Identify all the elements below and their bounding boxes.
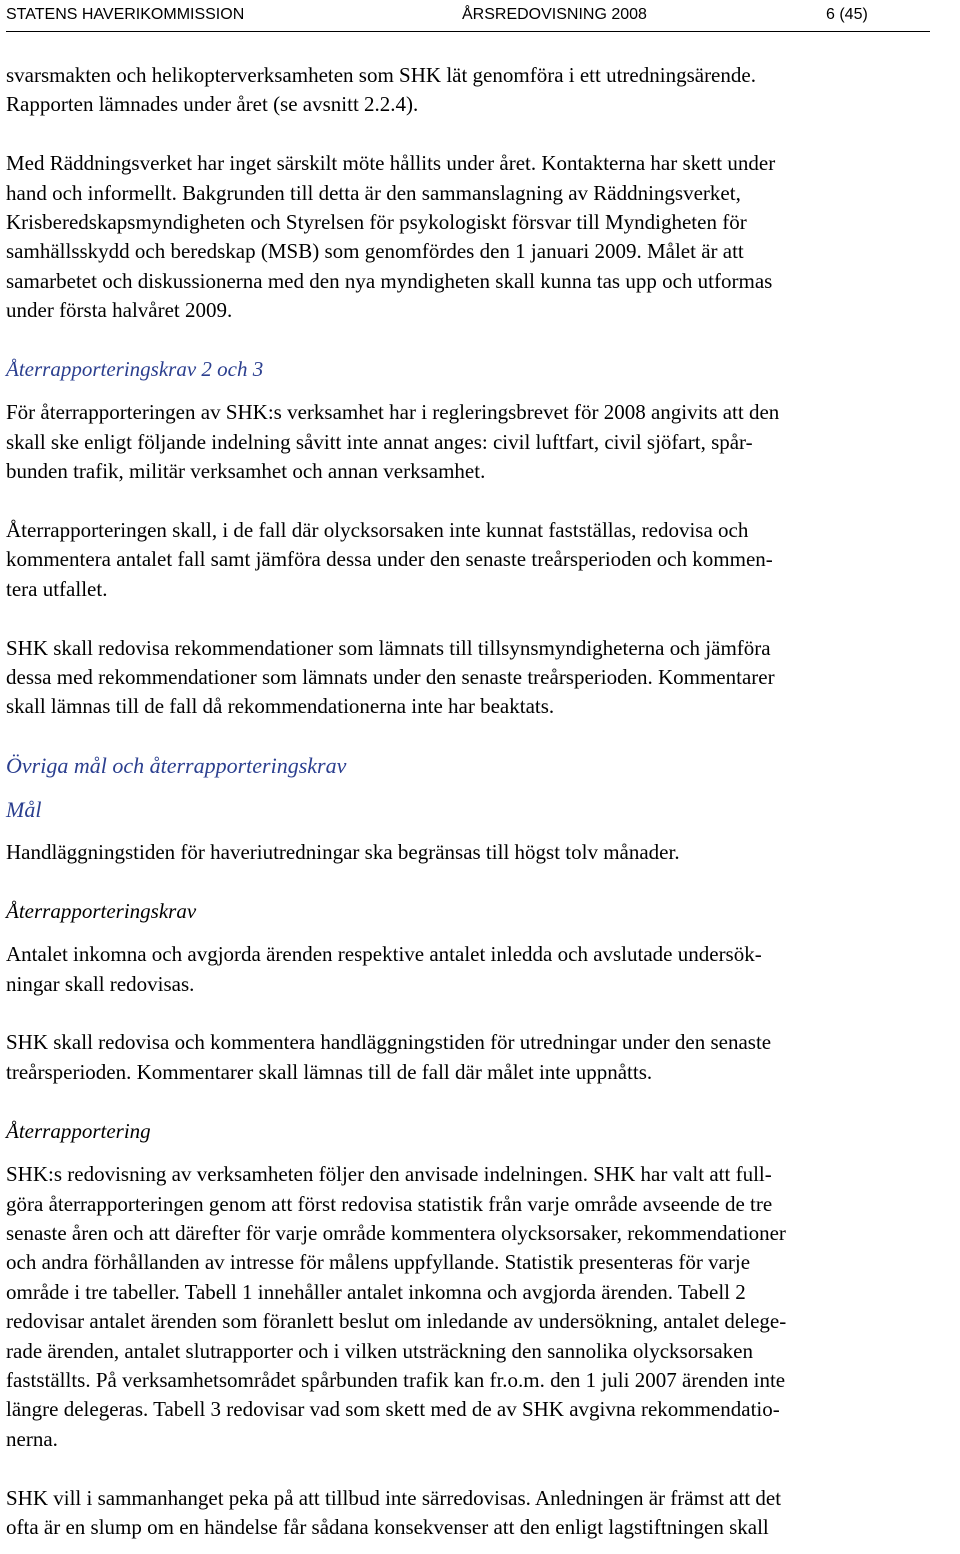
section-heading-aterrapporteringskrav-2-3: Återrapporteringskrav 2 och 3 (6, 357, 264, 382)
page-header (6, 3, 930, 32)
paragraph-7 (6, 940, 950, 999)
section-heading-mal: Mål (6, 796, 42, 822)
text-line: område i tre tabeller. Tabell 1 innehåller antalet inkomna och avgjorda ärenden. Tabell 2 (6, 1279, 746, 1304)
header-document-title: ÅRSREDOVISNING 2008 (462, 6, 647, 23)
text-line: SHK skall redovisa rekommendationer som lämnats till tillsynsmyndigheterna och jämföra (6, 635, 771, 660)
text-line: dessa med rekommendationer som lämnats under den senaste treårsperioden. Kommentarer (6, 665, 775, 690)
text-line: skall ske enligt följande indelning såvitt inte annat anges: civil luftfart, civil sjöfart, spår- (6, 429, 753, 454)
text-line: samhällsskydd och beredskap (MSB) som genomfördes den 1 januari 2009. Målet är att (6, 239, 744, 264)
text-line: och andra förhållanden av intresse för målens uppfyllande. Statistik presenteras för varje (6, 1250, 751, 1275)
text-line: fastställts. På verksamhetsområdet spårbunden trafik kan fr.o.m. den 1 juli 2007 ärenden inte (6, 1367, 786, 1392)
text-line: nerna. (6, 1426, 58, 1451)
text-line: hand och informellt. Bakgrunden till detta är den sammanslagning av Räddningsverket, (6, 180, 741, 205)
text-line: Antalet inkomna och avgjorda ärenden respektive antalet inledda och avslutade undersök- (6, 942, 762, 967)
paragraph-3 (6, 398, 950, 486)
text-line: svarsmakten och helikopterverksamheten som SHK lät genomföra i ett utredningsärende. (6, 63, 756, 87)
paragraph-10 (6, 1484, 950, 1543)
paragraph-6 (6, 838, 950, 867)
text-line: göra återrapporteringen genom att först redovisa statistik från varje område avseende de tre (6, 1191, 773, 1216)
text-line: treårsperioden. Kommentarer skall lämnas till de fall där målet inte uppnåtts. (6, 1059, 653, 1084)
header-organization: STATENS HAVERIKOMMISSION (6, 6, 245, 23)
text-line: redovisar antalet ärenden som föranlett beslut om inledande av undersökning, antalet delege- (6, 1309, 787, 1334)
text-line: längre delegeras. Tabell 3 redovisar vad som skett med de av SHK avgivna rekommendatio- (6, 1397, 780, 1422)
text-line: kommentera antalet fall samt jämföra dessa under den senaste treårsperioden och kommen- (6, 547, 773, 572)
text-line: Återrapporteringen skall, i de fall där olycksorsaken inte kunnat fastställas, redovisa och (6, 518, 749, 543)
text-line: skall lämnas till de fall då rekommendationerna inte har beaktats. (6, 694, 555, 719)
document-body (6, 61, 950, 1542)
header-page-number: 6 (45) (826, 6, 868, 23)
text-line: Krisberedskapsmyndigheten och Styrelsen för psykologiskt försvar till Myndigheten för (6, 210, 747, 235)
paragraph-8 (6, 1028, 950, 1087)
text-line: rade ärenden, antalet slutrapporter och i vilken utsträckning den sannolika olycksorsaken (6, 1338, 753, 1363)
text-line: Rapporten lämnades under året (se avsnitt 2.2.4). (6, 92, 419, 117)
text-line: SHK skall redovisa och kommentera handläggningstiden för utredningar under den senaste (6, 1030, 772, 1055)
paragraph-1 (6, 61, 950, 120)
text-line: SHK:s redovisning av verksamheten följer den anvisade indelningen. SHK har valt att full- (6, 1162, 772, 1187)
paragraph-5 (6, 634, 950, 722)
text-line: samarbetet och diskussionerna med den nya myndigheten skall kunna tas upp och utformas (6, 268, 773, 293)
section-heading-aterrapporteringskrav: Återrapporteringskrav (6, 898, 197, 923)
section-heading-aterrapportering: Återrapportering (6, 1118, 151, 1143)
text-line: under första halvåret 2009. (6, 298, 233, 323)
text-line: ofta är en slump om en händelse får sådana konsekvenser att den enligt lagstiftningen skall (6, 1514, 769, 1539)
text-line: bunden trafik, militär verksamhet och annan verksamhet. (6, 459, 486, 484)
text-line: ningar skall redovisas. (6, 971, 195, 996)
text-line: Med Räddningsverket har inget särskilt möte hållits under året. Kontakterna har skett under (6, 151, 776, 176)
paragraph-2 (6, 149, 950, 325)
paragraph-9 (6, 1160, 950, 1454)
text-line: tera utfallet. (6, 576, 108, 601)
text-line: För återrapporteringen av SHK:s verksamhet har i regleringsbrevet för 2008 angivits att den (6, 400, 780, 425)
text-line: Handläggningstiden för haveriutredningar ska begränsas till högst tolv månader. (6, 840, 680, 865)
text-line: SHK vill i sammanhanget peka på att tillbud inte särredovisas. Anledningen är främst att det (6, 1485, 782, 1510)
paragraph-4 (6, 516, 950, 604)
text-line: senaste åren och att därefter för varje område kommentera olycksorsaker, rekommendationer (6, 1220, 786, 1245)
section-heading-ovriga-mal: Övriga mål och återrapporteringskrav (6, 753, 347, 779)
